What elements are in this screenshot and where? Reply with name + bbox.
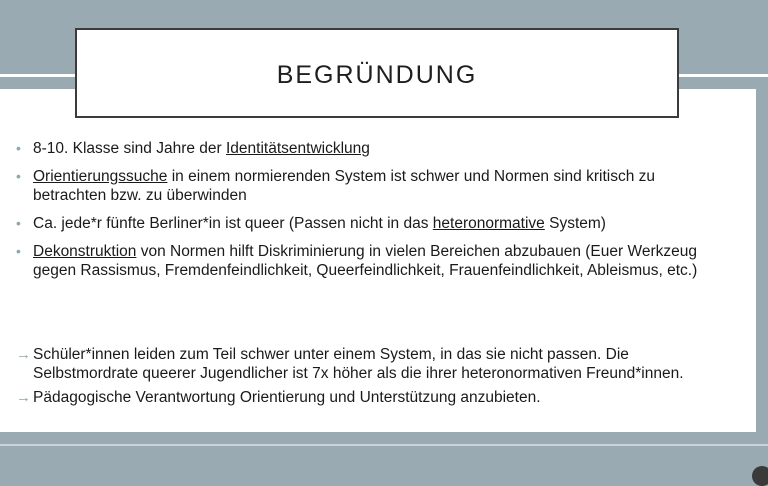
bullet-dot-icon: • <box>16 140 21 156</box>
bullet-item <box>16 214 716 233</box>
arrow-item <box>16 388 731 407</box>
bullet-list <box>16 139 716 289</box>
bullet-dot-icon: • <box>16 243 21 259</box>
arrow-item-text: Schüler*innen leiden zum Teil schwer unter einem System, in das sie nicht passen. Die Selbstmordrate queerer Jugendlicher ist 7x höher als die ihrer heteronormativen Freund*innen. <box>33 346 684 382</box>
bullet-item <box>16 139 716 158</box>
arrow-right-icon: → <box>16 389 31 406</box>
bullet-underlined-term: Orientierungssuche <box>33 168 168 185</box>
bullet-underlined-term: Dekonstruktion <box>33 243 137 260</box>
bullet-dot-icon: • <box>16 168 21 184</box>
arrow-list <box>16 345 731 412</box>
bullet-text: 8-10. Klasse sind Jahre der <box>33 140 226 157</box>
bullet-item <box>16 167 716 205</box>
bullet-text: System) <box>544 215 606 232</box>
arrow-item <box>16 345 731 383</box>
bullet-underlined-term: heteronormative <box>432 215 545 232</box>
content-panel <box>0 89 756 432</box>
bullet-dot-icon: • <box>16 215 21 231</box>
bullet-text: von Normen hilft Diskriminierung in vielen Bereichen abzubauen (Euer Werkzeug gegen Rassismus, Fremdenfeindlichkeit, Queerfeindlichkeit, Frauenfeindlichkeit, Ableismus, etc.) <box>33 243 698 279</box>
bullet-item <box>16 242 716 280</box>
corner-circle-icon <box>752 466 768 486</box>
arrow-right-icon: → <box>16 346 31 363</box>
bullet-text: Ca. jede*r fünfte Berliner*in ist queer (Passen nicht in das <box>33 215 433 232</box>
bullet-text: in einem normierenden System ist schwer und Normen sind kritisch zu betrachten bzw. zu überwinden <box>33 168 656 204</box>
title-box <box>75 28 679 118</box>
arrow-item-text: Pädagogische Verantwortung Orientierung und Unterstützung anzubieten. <box>33 389 541 406</box>
bullet-underlined-term: Identitätsentwicklung <box>226 140 370 157</box>
slide-title: BEGRÜNDUNG <box>276 60 478 89</box>
bottom-rule <box>0 444 768 446</box>
